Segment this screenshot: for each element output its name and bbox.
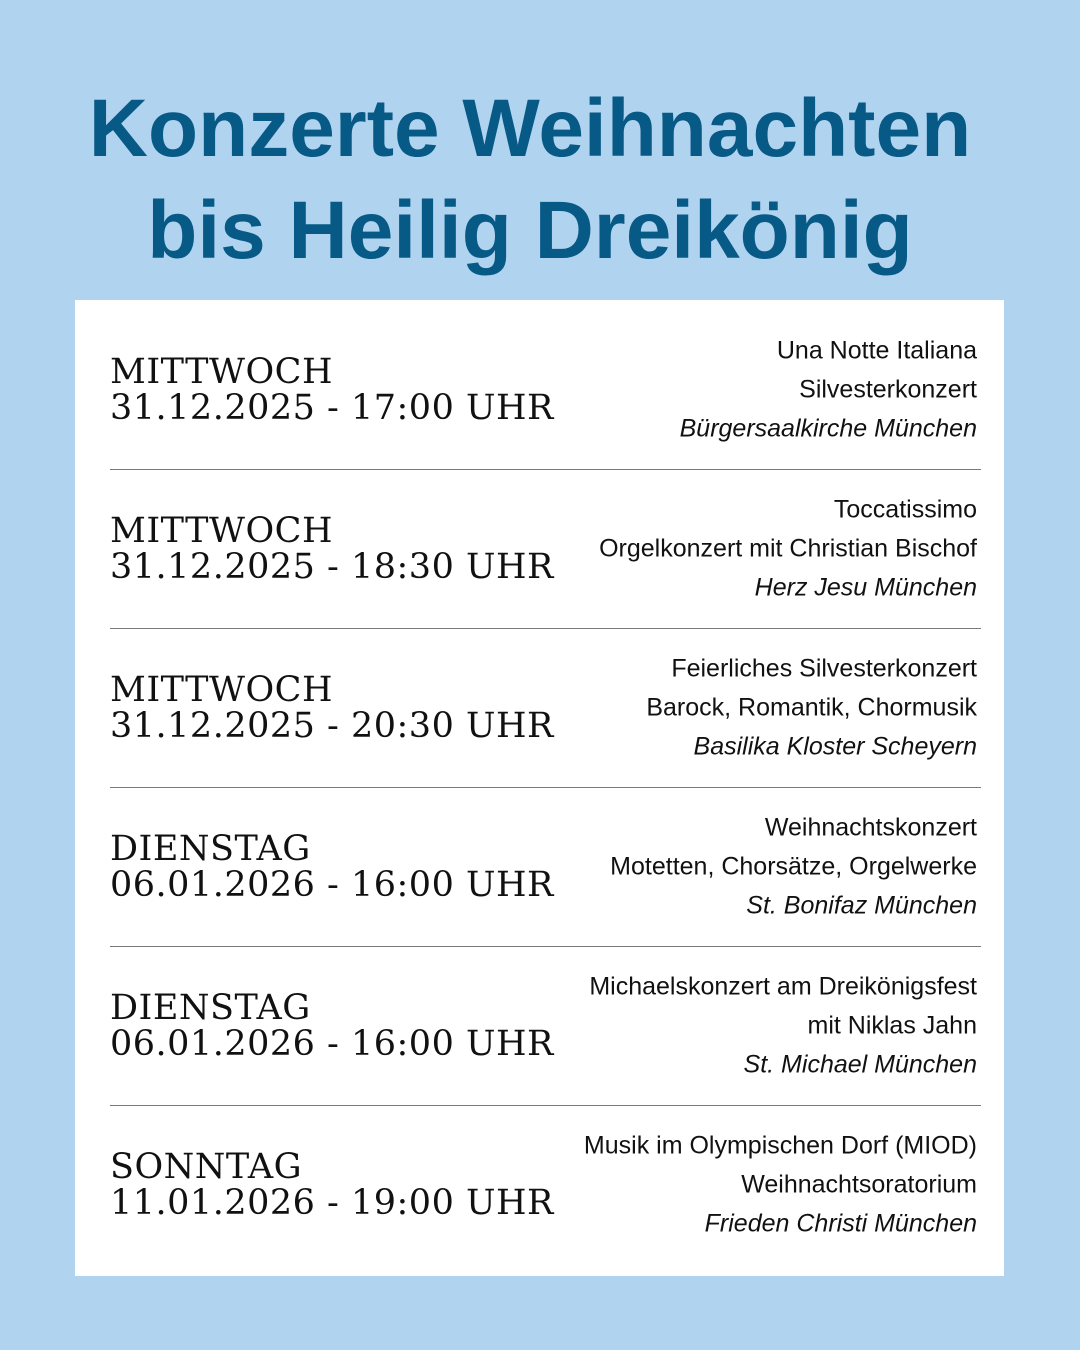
event-day: MITTWOCH bbox=[110, 510, 333, 551]
event-date bbox=[110, 987, 554, 1064]
event-day: DIENSTAG bbox=[110, 987, 311, 1028]
event-row bbox=[110, 310, 981, 470]
event-date bbox=[110, 669, 554, 746]
event-date bbox=[110, 1146, 554, 1223]
event-name: Weihnachtskonzert bbox=[764, 813, 977, 841]
event-details bbox=[646, 649, 977, 766]
event-subtitle: mit Niklas Jahn bbox=[807, 1011, 977, 1039]
event-name: Toccatissimo bbox=[833, 495, 977, 523]
event-list bbox=[75, 300, 1004, 1276]
event-venue: Bürgersaalkirche München bbox=[679, 414, 977, 442]
page-title bbox=[0, 78, 1060, 282]
event-subtitle: Barock, Romantik, Chormusik bbox=[646, 693, 977, 721]
event-row bbox=[110, 1105, 981, 1264]
event-subtitle: Orgelkonzert mit Christian Bischof bbox=[599, 534, 977, 562]
event-details bbox=[584, 1126, 977, 1243]
event-datetime: 31.12.2025 - 18:30 UHR bbox=[110, 546, 554, 587]
event-datetime: 06.01.2026 - 16:00 UHR bbox=[110, 1023, 554, 1064]
event-datetime: 06.01.2026 - 16:00 UHR bbox=[110, 864, 554, 905]
event-venue: Basilika Kloster Scheyern bbox=[693, 732, 977, 760]
event-date bbox=[110, 510, 554, 587]
event-day: SONNTAG bbox=[110, 1146, 303, 1187]
event-name: Musik im Olympischen Dorf (MIOD) bbox=[583, 1131, 977, 1159]
event-venue: St. Michael München bbox=[743, 1050, 977, 1078]
event-subtitle: Silvesterkonzert bbox=[799, 375, 977, 403]
event-venue: Frieden Christi München bbox=[704, 1209, 977, 1237]
event-name: Michaelskonzert am Dreikönigsfest bbox=[589, 972, 977, 1000]
event-details bbox=[610, 808, 977, 925]
event-datetime: 31.12.2025 - 17:00 UHR bbox=[110, 387, 554, 428]
event-name: Una Notte Italiana bbox=[776, 336, 977, 364]
event-datetime: 31.12.2025 - 20:30 UHR bbox=[110, 705, 554, 746]
event-details bbox=[599, 490, 977, 607]
event-date bbox=[110, 828, 554, 905]
event-datetime: 11.01.2026 - 19:00 UHR bbox=[110, 1182, 554, 1223]
event-details bbox=[589, 967, 977, 1084]
event-venue: Herz Jesu München bbox=[754, 573, 977, 601]
event-row bbox=[110, 628, 981, 788]
event-day: DIENSTAG bbox=[110, 828, 311, 869]
event-day: MITTWOCH bbox=[110, 669, 333, 710]
event-subtitle: Motetten, Chorsätze, Orgelwerke bbox=[610, 852, 977, 880]
event-details bbox=[680, 331, 977, 448]
title-line-1: Konzerte Weihnachten bbox=[88, 83, 972, 174]
event-venue: St. Bonifaz München bbox=[746, 891, 977, 919]
event-row bbox=[110, 946, 981, 1106]
event-day: MITTWOCH bbox=[110, 351, 333, 392]
event-row bbox=[110, 469, 981, 629]
title-line-2: bis Heilig Dreikönig bbox=[147, 185, 913, 276]
event-subtitle: Weihnachtsoratorium bbox=[741, 1170, 977, 1198]
event-date bbox=[110, 351, 554, 428]
event-name: Feierliches Silvesterkonzert bbox=[671, 654, 977, 682]
event-row bbox=[110, 787, 981, 947]
